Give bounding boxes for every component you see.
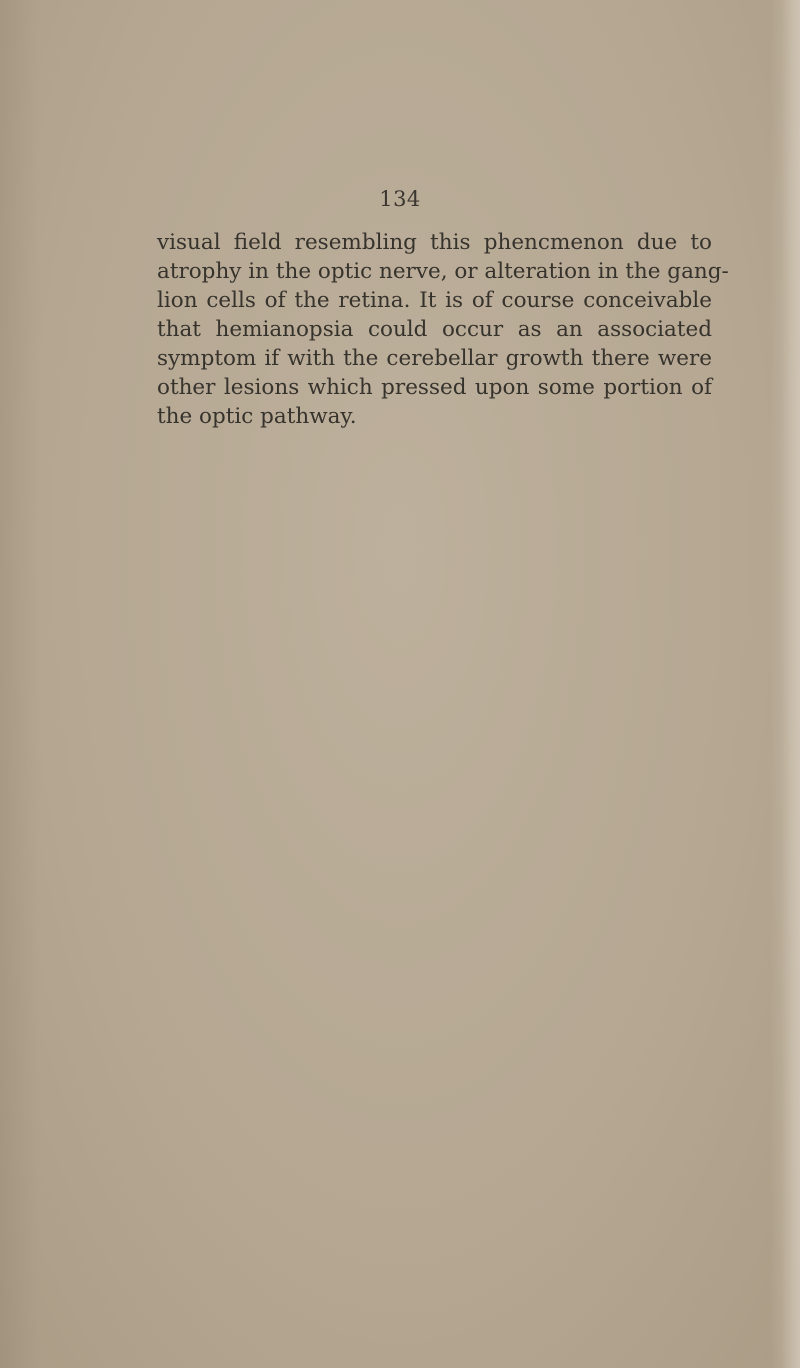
body-paragraph bbox=[157, 228, 729, 431]
text-line: visual field resembling this phencmenon due to bbox=[157, 230, 712, 255]
text-line: lion cells of the retina. It is of course conceivable bbox=[157, 288, 712, 313]
text-line: atrophy in the optic nerve, or alteration in the gang- bbox=[157, 259, 729, 284]
text-line: that hemianopsia could occur as an associated bbox=[157, 317, 712, 342]
text-line: the optic pathway. bbox=[157, 404, 357, 429]
text-line: other lesions which pressed upon some portion of bbox=[157, 375, 712, 400]
page-number: 134 bbox=[379, 187, 421, 211]
text-line: symptom if with the cerebellar growth there were bbox=[157, 346, 712, 371]
